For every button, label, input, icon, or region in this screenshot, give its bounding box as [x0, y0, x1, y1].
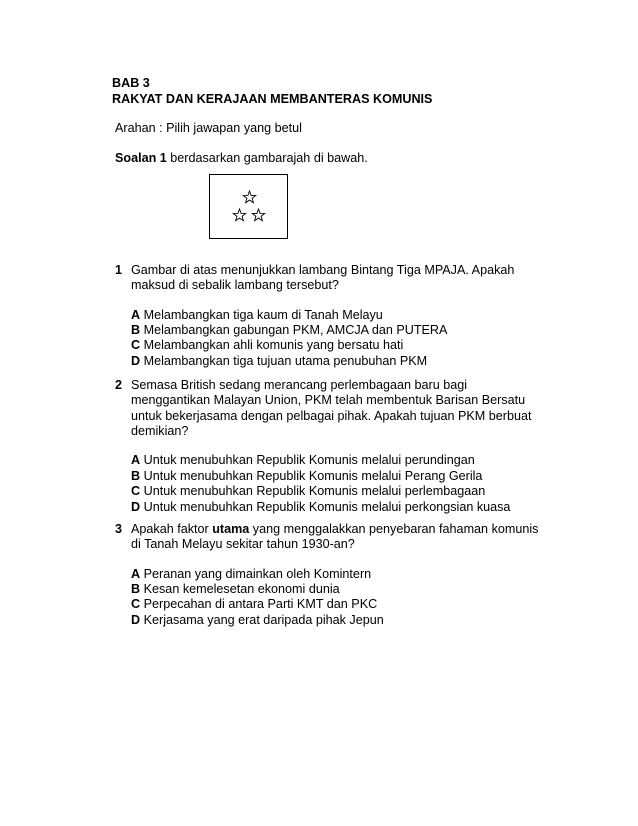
option-text: Melambangkan gabungan PKM, AMCJA dan PUTERA [140, 323, 448, 338]
option-letter: B [131, 323, 141, 338]
stem-line: di Tanah Melayu sekitar tahun 1930-an? [131, 537, 355, 552]
option-text: Untuk menubuhkan Republik Komunis melalui perkongsian kuasa [140, 499, 511, 514]
question-stem [131, 378, 575, 439]
option-text: Kerjasama yang erat daripada pihak Jepun [140, 612, 384, 627]
option-text: Untuk menubuhkan Republik Komunis melalui perlembagaan [140, 484, 486, 499]
stem-line [131, 522, 575, 537]
stem-line: untuk bekerjasama dengan pelbagai pihak. Apakah tujuan PKM berbuat [131, 408, 532, 423]
question-stem [131, 263, 575, 294]
question-1 [115, 263, 575, 369]
option-b [131, 323, 575, 338]
stem-line: maksud di sebalik lambang tersebut? [131, 278, 339, 293]
option-letter: A [131, 566, 141, 581]
option-text: Melambangkan ahli komunis yang bersatu hati [140, 338, 404, 353]
answer-options [131, 308, 575, 369]
option-d [131, 500, 575, 515]
option-text: Melambangkan tiga kaum di Tanah Melayu [140, 307, 383, 322]
option-letter: D [131, 499, 141, 514]
question-number: 3 [115, 522, 123, 536]
option-b [131, 582, 575, 597]
question-reference-text: berdasarkan gambarajah di bawah. [166, 151, 368, 165]
option-text: Kesan kemelesetan ekonomi dunia [140, 582, 340, 597]
stem-emphasis: utama [212, 522, 250, 536]
answer-options [131, 453, 575, 514]
option-letter: C [131, 597, 141, 612]
option-letter: B [131, 468, 141, 483]
option-b [131, 469, 575, 484]
star-icon [233, 209, 245, 221]
question-number: 2 [115, 378, 123, 392]
question-number: 1 [115, 263, 123, 277]
option-d [131, 613, 575, 628]
question-reference-label: Soalan 1 [115, 151, 167, 165]
option-a [131, 567, 575, 582]
question-stem [131, 522, 575, 553]
option-text: Untuk menubuhkan Republik Komunis melalui perundingan [140, 453, 475, 468]
chapter-title: RAKYAT DAN KERAJAAN MEMBANTERAS KOMUNIS [112, 92, 433, 106]
option-letter: C [131, 338, 141, 353]
question-3 [115, 522, 575, 628]
option-c [131, 597, 575, 612]
stem-text: Apakah faktor [131, 522, 213, 536]
chapter-number: BAB 3 [112, 76, 150, 90]
stem-text: yang menggalakkan penyebaran fahaman komunis [249, 522, 539, 536]
instruction-text: Arahan : Pilih jawapan yang betul [115, 121, 302, 135]
option-d [131, 354, 575, 369]
stem-line: menggantikan Malayan Union, PKM telah membentuk Barisan Bersatu [131, 393, 526, 408]
option-text: Peranan yang dimainkan oleh Komintern [140, 566, 372, 581]
stem-line: Semasa British sedang merancang perlembagaan baru bagi [131, 378, 468, 392]
option-text: Perpecahan di antara Parti KMT dan PKC [140, 597, 378, 612]
option-letter: D [131, 353, 141, 368]
three-stars-icon [210, 175, 289, 240]
answer-options [131, 567, 575, 628]
option-text: Melambangkan tiga tujuan utama penubuhan PKM [140, 353, 428, 368]
option-a [131, 308, 575, 323]
option-letter: D [131, 612, 141, 627]
bintang-tiga-figure [209, 174, 288, 239]
option-c [131, 338, 575, 353]
option-letter: B [131, 582, 141, 597]
option-a [131, 453, 575, 468]
stem-line: Gambar di atas menunjukkan lambang Bintang Tiga MPAJA. Apakah [131, 263, 515, 277]
chapter-heading [112, 75, 432, 107]
option-text: Untuk menubuhkan Republik Komunis melalui Perang Gerila [140, 468, 483, 483]
option-letter: A [131, 307, 141, 322]
star-icon [243, 191, 255, 203]
option-c [131, 484, 575, 499]
star-icon [252, 209, 264, 221]
question-reference [115, 151, 368, 166]
question-2 [115, 378, 575, 515]
option-letter: A [131, 453, 141, 468]
stem-line: demikian? [131, 424, 189, 439]
option-letter: C [131, 484, 141, 499]
